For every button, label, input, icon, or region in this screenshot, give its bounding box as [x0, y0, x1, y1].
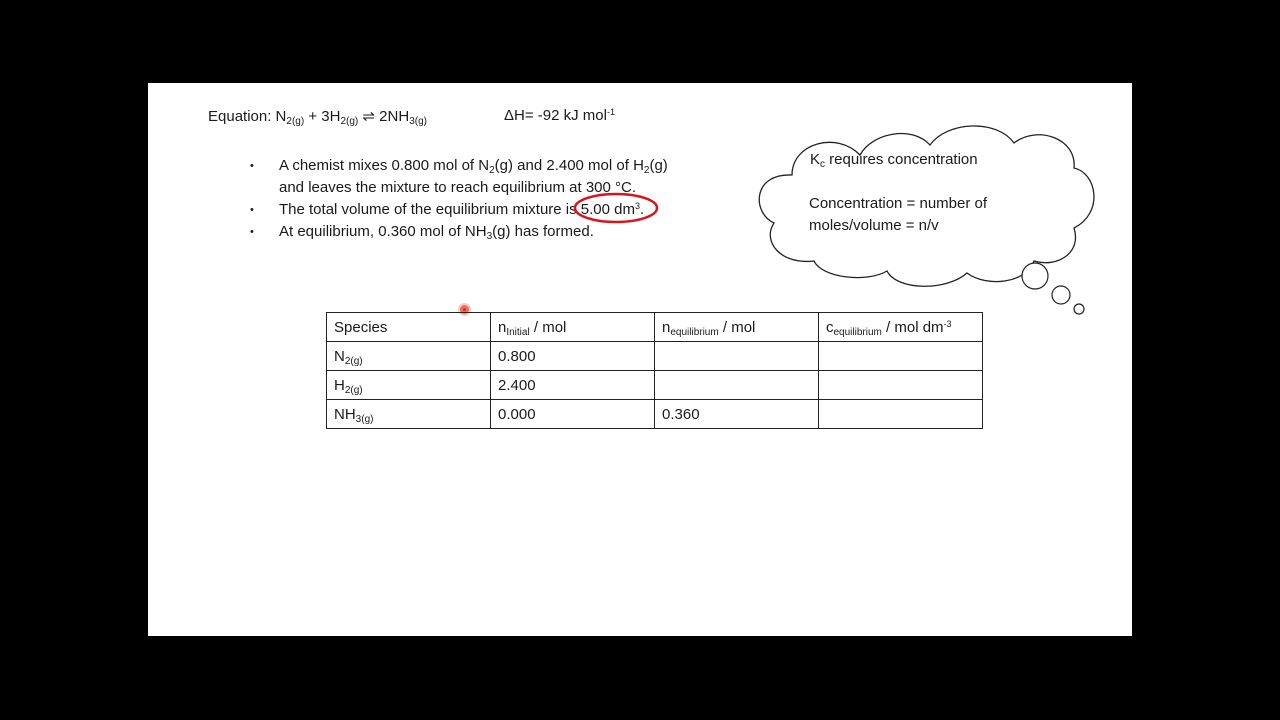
equation-product: 2NH: [379, 108, 410, 125]
equation-prefix: Equation: N: [208, 108, 287, 125]
n-initial-cell: 0.800: [491, 342, 655, 371]
header-superscript: -3: [943, 318, 952, 329]
header-text: c: [826, 318, 834, 336]
n-equilibrium-cell: [655, 342, 819, 371]
header-text: n: [498, 318, 507, 336]
table-row: [327, 371, 983, 400]
n-initial-cell: 0.000: [491, 400, 655, 429]
bullet-subscript: 3: [486, 231, 493, 242]
equation-plus: + 3H: [304, 108, 341, 125]
table-row: [327, 342, 983, 371]
header-subscript: equilibrium: [833, 326, 882, 338]
header-species: [327, 313, 491, 342]
bullet-item-ammonia: [250, 221, 730, 243]
species-text: H: [334, 376, 345, 394]
kc-subscript: c: [820, 159, 826, 170]
c-equilibrium-cell: [819, 371, 983, 400]
bullet-list: [250, 155, 730, 243]
c-equilibrium-cell: [819, 400, 983, 429]
n2-subscript: 2(g): [286, 116, 305, 127]
species-text: NH: [334, 405, 356, 423]
equilibrium-arrow: ⇌: [358, 108, 380, 125]
header-n-equilibrium: [655, 313, 819, 342]
species-text: N: [334, 347, 345, 365]
n-equilibrium-cell: [655, 371, 819, 400]
cloud-line-kc: [810, 149, 978, 171]
enthalpy-text: ΔH= -92 kJ mol: [504, 107, 607, 124]
cloud-text: Concentration = number of: [809, 195, 988, 212]
bullet-subscript: 2: [643, 165, 650, 176]
kc-symbol: K: [810, 151, 821, 168]
header-text: / mol dm: [881, 318, 944, 336]
cloud-text: moles/volume = n/v: [809, 217, 939, 234]
h2-subscript: 2(g): [340, 116, 359, 127]
header-text: Species: [334, 318, 388, 336]
enthalpy-change: [504, 107, 615, 124]
bullet-text: (g): [649, 157, 668, 174]
species-subscript: 3(g): [355, 413, 374, 425]
species-subscript: 2(g): [344, 355, 363, 367]
volume-exponent: 3: [635, 201, 641, 211]
bullet-text: (g) has formed.: [492, 223, 594, 240]
bullet-subscript: 2: [489, 165, 495, 176]
ice-table: [326, 312, 983, 429]
reaction-equation: [208, 107, 615, 127]
header-text: / mol: [718, 318, 756, 336]
header-n-initial: [491, 313, 655, 342]
thought-cloud: [752, 113, 1102, 323]
species-subscript: 2(g): [344, 384, 363, 396]
header-c-equilibrium: [819, 313, 983, 342]
annotation-circle: [573, 192, 659, 224]
volume-value: 5.00 dm: [580, 201, 635, 218]
bullet-text: A chemist mixes 0.800 mol of N: [279, 157, 490, 174]
header-text: n: [662, 318, 671, 336]
header-text: / mol: [529, 318, 567, 336]
bullet-text: and leaves the mixture to reach equilibrium at 300 °C.: [279, 179, 637, 196]
circled-volume: [581, 199, 644, 221]
header-subscript: Initial: [506, 326, 530, 338]
cloud-text: requires concentration: [825, 151, 978, 168]
bullet-text: (g) and 2.400 mol of H: [494, 157, 644, 174]
n-initial-cell: 2.400: [491, 371, 655, 400]
cloud-line-definition: [809, 193, 987, 237]
header-subscript: equilibrium: [670, 326, 719, 338]
species-cell: [327, 400, 491, 429]
table-header-row: [327, 313, 983, 342]
c-equilibrium-cell: [819, 342, 983, 371]
species-cell: [327, 371, 491, 400]
table-row: [327, 400, 983, 429]
bullet-text: At equilibrium, 0.360 mol of NH: [279, 223, 487, 240]
bullet-text: .: [640, 201, 645, 218]
species-cell: [327, 342, 491, 371]
bullet-item-volume: [250, 199, 730, 221]
bullet-text: The total volume of the equilibrium mixture is: [279, 201, 581, 218]
enthalpy-unit-exponent: -1: [606, 107, 615, 117]
n-equilibrium-cell: 0.360: [655, 400, 819, 429]
nh3-subscript: 3(g): [409, 116, 427, 127]
slide: [148, 83, 1132, 636]
